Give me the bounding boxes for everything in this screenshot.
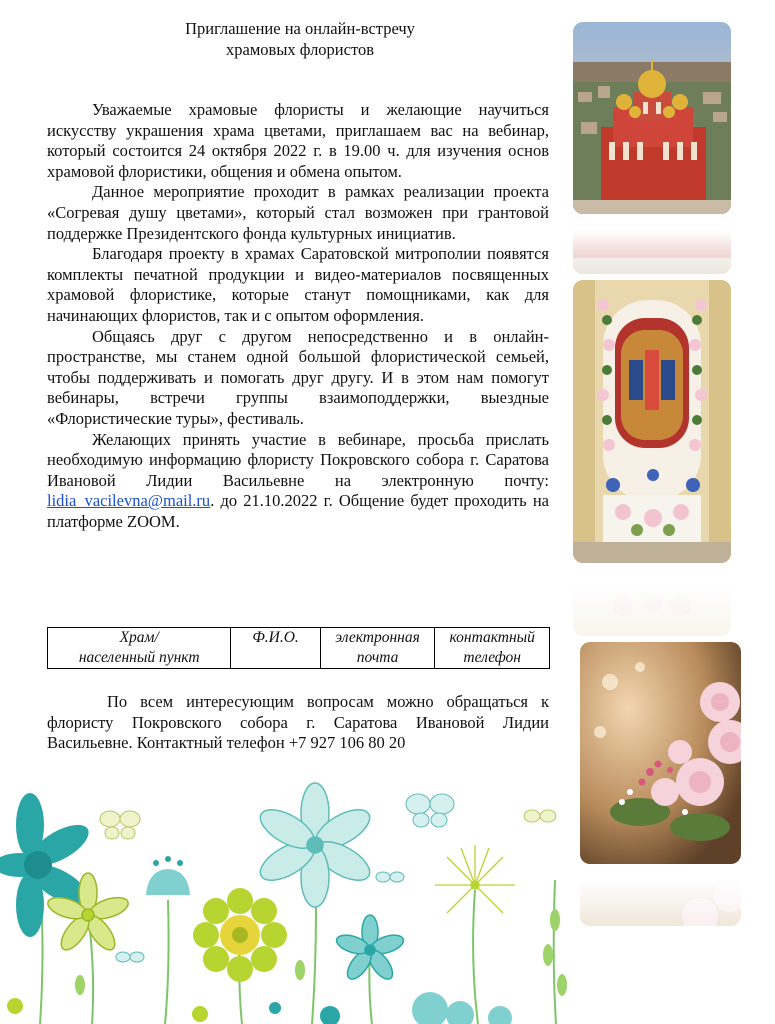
phone-header-line-2: телефон <box>463 649 521 666</box>
icon-with-flowers-photo <box>573 280 731 563</box>
title-line-2: храмовых флористов <box>226 40 374 59</box>
cathedral-photo-reflection <box>573 216 731 274</box>
email-header-line-1: электронная <box>335 629 420 646</box>
paragraph-5-tail: . до 21.10.2022 г. Общение будет проходить на платформе ZOOM. <box>47 491 549 531</box>
table-header-phone <box>435 628 550 669</box>
table-row <box>48 628 550 669</box>
temple-header-line-2: населенный пункт <box>78 649 200 666</box>
title-line-1: Приглашение на онлайн-встречу <box>185 19 415 38</box>
paragraph-1: Уважаемые храмовые флористы и желающие научиться искусству украшения храма цветами, приглашаем вас на вебинар, который состоится 24 октября 2022 г. в 19.00 ч. для изучения основ храмовой флористики, общения и обмена опытом. <box>47 100 549 181</box>
name-header: Ф.И.О. <box>252 629 299 646</box>
cathedral-photo <box>573 22 731 214</box>
icon-photo-reflection <box>573 566 731 636</box>
paragraph-3: Благодаря проекту в храмах Саратовской митрополии появятся комплекты печатной продукции и видео-материалов посвященных храмовой флористике, которые станут помощниками, как для начинающих флористов, так и с опытом оформления. <box>47 244 549 325</box>
email-header-line-2: почта <box>356 649 399 666</box>
table-header-name <box>231 628 320 669</box>
paragraph-5 <box>47 430 549 533</box>
invitation-body <box>47 100 549 532</box>
floral-decoration <box>0 770 580 1024</box>
phone-header-line-1: контактный <box>449 629 535 646</box>
paragraph-2: Данное мероприятие проходит в рамках реализации проекта «Согревая душу цветами», который стал возможен при грантовой поддержке Президентского фонда культурных инициатив. <box>47 182 549 243</box>
document-title <box>40 18 560 60</box>
paragraph-5-text: Желающих принять участие в вебинаре, просьба прислать необходимую информацию флористу Покровского собора г. Саратова Ивановой Лидии Васильевне на электронную почту: <box>47 429 549 490</box>
participant-form-table <box>47 627 550 669</box>
contact-info <box>47 692 549 754</box>
bouquet-photo-reflection <box>580 866 741 926</box>
contact-paragraph: По всем интересующим вопросам можно обращаться к флористу Покровского собора г. Саратова Ивановой Лидии Васильевне. Контактный телефон +7 927 106 80 20 <box>47 692 549 753</box>
flower-bouquet-photo <box>580 642 741 864</box>
table-header-email <box>320 628 435 669</box>
email-link[interactable]: lidia_vacilevna@mail.ru <box>47 491 211 511</box>
temple-header-line-1: Храм/ <box>119 629 159 646</box>
table-header-temple <box>48 628 231 669</box>
paragraph-4: Общаясь друг с другом непосредственно и в онлайн-пространстве, мы станем одной большой флористической семьей, чтобы поддерживать и помогать друг другу. И в этом нам помогут вебинары, встречи группы взаимоподдержки, выездные «Флористические туры», фестиваль. <box>47 326 549 428</box>
